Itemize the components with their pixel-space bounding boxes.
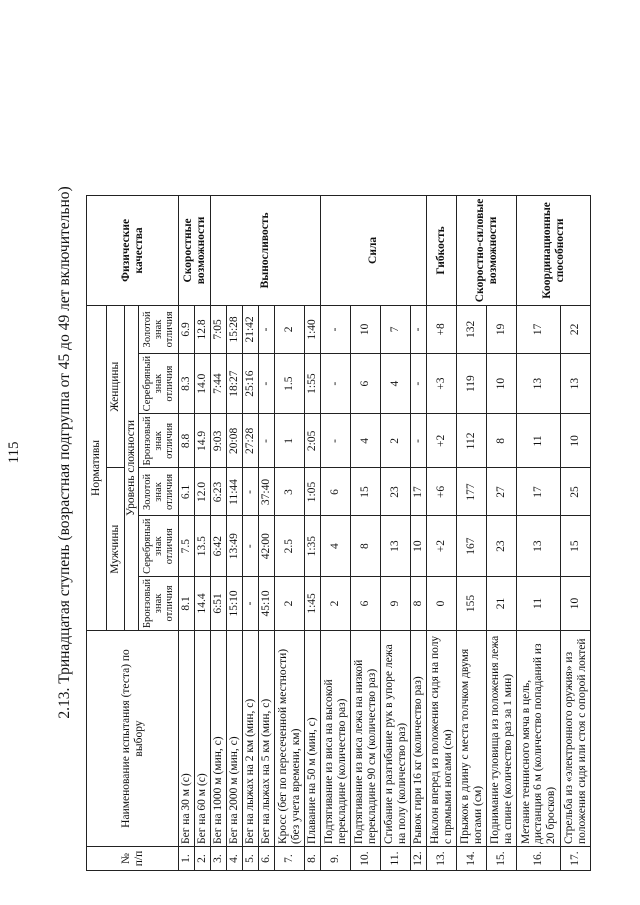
men-bronze-value: 15:10 [227, 576, 243, 630]
test-name: Бег на 30 м (с) [179, 631, 195, 847]
men-bronze-value: 0 [427, 576, 457, 630]
men-gold-value: 3 [275, 468, 305, 516]
men-gold-value: 37:40 [259, 468, 275, 516]
header-num: № п/п [87, 847, 179, 871]
women-silver-value: 10 [487, 353, 517, 413]
women-silver-value: - [411, 353, 427, 413]
women-silver-value: 13 [517, 353, 561, 413]
women-gold-value: 17 [517, 305, 561, 353]
men-silver-value: 7.5 [179, 516, 195, 576]
men-gold-value: 17 [411, 468, 427, 516]
men-bronze-value: 6 [351, 576, 381, 630]
men-silver-value: 4 [321, 516, 351, 576]
test-name: Наклон вперед из положения сидя на полу с прямыми ногами (см) [427, 631, 457, 847]
header-difficulty: Уровень сложности [125, 305, 139, 630]
men-bronze-value: 10 [561, 576, 591, 630]
men-gold-value: +6 [427, 468, 457, 516]
women-bronze-value: 27:28 [243, 414, 259, 468]
header-name: Наименование испытания (теста) по выбору [87, 631, 179, 847]
men-silver-value: 167 [457, 516, 487, 576]
women-bronze-value: - [259, 414, 275, 468]
row-number: 1. [179, 847, 195, 871]
women-gold-value: 6.9 [179, 305, 195, 353]
quality-strength: Сила [321, 195, 427, 305]
row-number: 9. [321, 847, 351, 871]
row-number: 2. [195, 847, 211, 871]
women-gold-value: 15:28 [227, 305, 243, 353]
header-women: Женщины [107, 305, 125, 468]
men-bronze-value: 14.4 [195, 576, 211, 630]
women-bronze-value: 4 [351, 414, 381, 468]
men-bronze-value: 2 [275, 576, 305, 630]
men-gold-value: 177 [457, 468, 487, 516]
men-silver-value: 13.5 [195, 516, 211, 576]
women-silver-value: 6 [351, 353, 381, 413]
men-gold-value: 23 [381, 468, 411, 516]
women-bronze-value: 8.8 [179, 414, 195, 468]
women-silver-value: 1.5 [275, 353, 305, 413]
quality-coordination: Координационные способности [517, 195, 591, 305]
row-number: 14. [457, 847, 487, 871]
men-silver-value: 42:00 [259, 516, 275, 576]
women-gold-value: 7:05 [211, 305, 227, 353]
norms-table [86, 195, 591, 871]
test-name: Бег на лыжах на 5 км (мин, с) [259, 631, 275, 847]
women-silver-value: - [259, 353, 275, 413]
men-silver-value: 2.5 [275, 516, 305, 576]
women-bronze-value: - [321, 414, 351, 468]
test-name: Бег на лыжах на 2 км (мин, с) [243, 631, 259, 847]
row-number: 12. [411, 847, 427, 871]
men-gold-value: 6.1 [179, 468, 195, 516]
men-gold-value: 17 [517, 468, 561, 516]
men-silver-value: 10 [411, 516, 427, 576]
men-bronze-value: 9 [381, 576, 411, 630]
quality-speed: Скоростные возможности [179, 195, 211, 305]
header-men-bronze: Бронзовый знак отличия [139, 576, 179, 630]
women-gold-value: 132 [457, 305, 487, 353]
men-bronze-value: 11 [517, 576, 561, 630]
quality-endurance: Выносливость [211, 195, 321, 305]
women-bronze-value: 1 [275, 414, 305, 468]
women-gold-value: 22 [561, 305, 591, 353]
women-bronze-value: 2:05 [305, 414, 321, 468]
women-gold-value: - [321, 305, 351, 353]
women-bronze-value: 8 [487, 414, 517, 468]
test-name: Кросс (бег по пересеченной местности) (без учета времени, км) [275, 631, 305, 847]
men-gold-value: 6:23 [211, 468, 227, 516]
men-gold-value: 15 [351, 468, 381, 516]
header-men-gold: Золотой знак отличия [139, 468, 179, 516]
women-bronze-value: 10 [561, 414, 591, 468]
table-row [517, 195, 561, 870]
women-silver-value: 8.3 [179, 353, 195, 413]
row-number: 6. [259, 847, 275, 871]
table-row [457, 195, 487, 870]
women-bronze-value: 14.9 [195, 414, 211, 468]
men-bronze-value: 6:51 [211, 576, 227, 630]
men-silver-value: 15 [561, 516, 591, 576]
men-gold-value: 1:05 [305, 468, 321, 516]
men-silver-value: 13:49 [227, 516, 243, 576]
women-gold-value: 21:42 [243, 305, 259, 353]
men-gold-value: 27 [487, 468, 517, 516]
header-norms: Нормативы [87, 305, 107, 630]
women-silver-value: 25:16 [243, 353, 259, 413]
row-number: 15. [487, 847, 517, 871]
women-bronze-value: - [411, 414, 427, 468]
men-gold-value: 11:44 [227, 468, 243, 516]
test-name: Метание теннисного мяча в цель, дистанция 6 м (количество попаданий из 20 бросков) [517, 631, 561, 847]
men-silver-value: 13 [381, 516, 411, 576]
header-women-silver: Серебряный знак отличия [139, 353, 179, 413]
men-silver-value: 8 [351, 516, 381, 576]
norms-table-body [179, 195, 591, 870]
women-gold-value: 1:40 [305, 305, 321, 353]
men-silver-value: 1:35 [305, 516, 321, 576]
men-bronze-value: 1:45 [305, 576, 321, 630]
row-number: 5. [243, 847, 259, 871]
row-number: 7. [275, 847, 305, 871]
men-silver-value: 23 [487, 516, 517, 576]
test-name: Рывок гири 16 кг (количество раз) [411, 631, 427, 847]
quality-flexibility: Гибкость [427, 195, 457, 305]
row-number: 13. [427, 847, 457, 871]
women-silver-value: 7:44 [211, 353, 227, 413]
row-number: 17. [561, 847, 591, 871]
test-name: Бег на 2000 м (мин, с) [227, 631, 243, 847]
women-gold-value: 19 [487, 305, 517, 353]
quality-speed-strength: Скоростно-силовые возможности [457, 195, 517, 305]
row-number: 11. [381, 847, 411, 871]
men-silver-value: +2 [427, 516, 457, 576]
header-women-bronze: Бронзовый знак отличия [139, 414, 179, 468]
header-men-silver: Серебряный знак отличия [139, 516, 179, 576]
men-silver-value: 13 [517, 516, 561, 576]
page-number: 115 [6, 441, 22, 464]
men-bronze-value: - [243, 576, 259, 630]
test-name: Поднимание туловища из положения лежа на спине (количество раз за 1 мин) [487, 631, 517, 847]
women-bronze-value: 2 [381, 414, 411, 468]
men-silver-value: 6:42 [211, 516, 227, 576]
header-women-gold: Золотой знак отличия [139, 305, 179, 353]
women-gold-value: - [411, 305, 427, 353]
women-gold-value: 12.8 [195, 305, 211, 353]
women-silver-value: 119 [457, 353, 487, 413]
men-bronze-value: 8 [411, 576, 427, 630]
women-silver-value: +3 [427, 353, 457, 413]
table-row [179, 195, 195, 870]
test-name: Бег на 60 м (с) [195, 631, 211, 847]
men-bronze-value: 155 [457, 576, 487, 630]
women-bronze-value: +2 [427, 414, 457, 468]
header-quality: Физические качества [87, 195, 179, 305]
row-number: 8. [305, 847, 321, 871]
women-gold-value: 7 [381, 305, 411, 353]
men-silver-value: - [243, 516, 259, 576]
women-bronze-value: 112 [457, 414, 487, 468]
women-silver-value: 18:27 [227, 353, 243, 413]
test-name: Плавание на 50 м (мин, с) [305, 631, 321, 847]
header-men: Мужчины [107, 468, 125, 631]
men-gold-value: 12.0 [195, 468, 211, 516]
table-row [427, 195, 457, 870]
women-gold-value: - [259, 305, 275, 353]
women-bronze-value: 9:03 [211, 414, 227, 468]
men-bronze-value: 45:10 [259, 576, 275, 630]
women-bronze-value: 20:08 [227, 414, 243, 468]
section-title: 2.13. Тринадцатая ступень (возрастная подгруппа от 45 до 49 лет включительно) [56, 186, 73, 719]
test-name: Сгибание и разгибание рук в упоре лежа на полу (количество раз) [381, 631, 411, 847]
row-number: 3. [211, 847, 227, 871]
men-bronze-value: 8.1 [179, 576, 195, 630]
men-gold-value: 6 [321, 468, 351, 516]
men-bronze-value: 21 [487, 576, 517, 630]
test-name: Подтягивание из виса лежа на низкой перекладине 90 см (количество раз) [351, 631, 381, 847]
men-gold-value: 25 [561, 468, 591, 516]
men-bronze-value: 2 [321, 576, 351, 630]
women-silver-value: 14.0 [195, 353, 211, 413]
table-row [321, 195, 351, 870]
men-gold-value: - [243, 468, 259, 516]
women-gold-value: 10 [351, 305, 381, 353]
row-number: 10. [351, 847, 381, 871]
women-bronze-value: 11 [517, 414, 561, 468]
women-gold-value: +8 [427, 305, 457, 353]
table-row [211, 195, 227, 870]
women-silver-value: 1:55 [305, 353, 321, 413]
test-name: Стрельба из «электронного оружия» из положения сидя или стоя с опорой локтей [561, 631, 591, 847]
row-number: 4. [227, 847, 243, 871]
women-gold-value: 2 [275, 305, 305, 353]
test-name: Подтягивание из виса на высокой перекладине (количество раз) [321, 631, 351, 847]
test-name: Прыжок в длину с места толчком двумя ногами (см) [457, 631, 487, 847]
test-name: Бег на 1000 м (мин, с) [211, 631, 227, 847]
women-silver-value: 13 [561, 353, 591, 413]
women-silver-value: 4 [381, 353, 411, 413]
row-number: 16. [517, 847, 561, 871]
women-silver-value: - [321, 353, 351, 413]
